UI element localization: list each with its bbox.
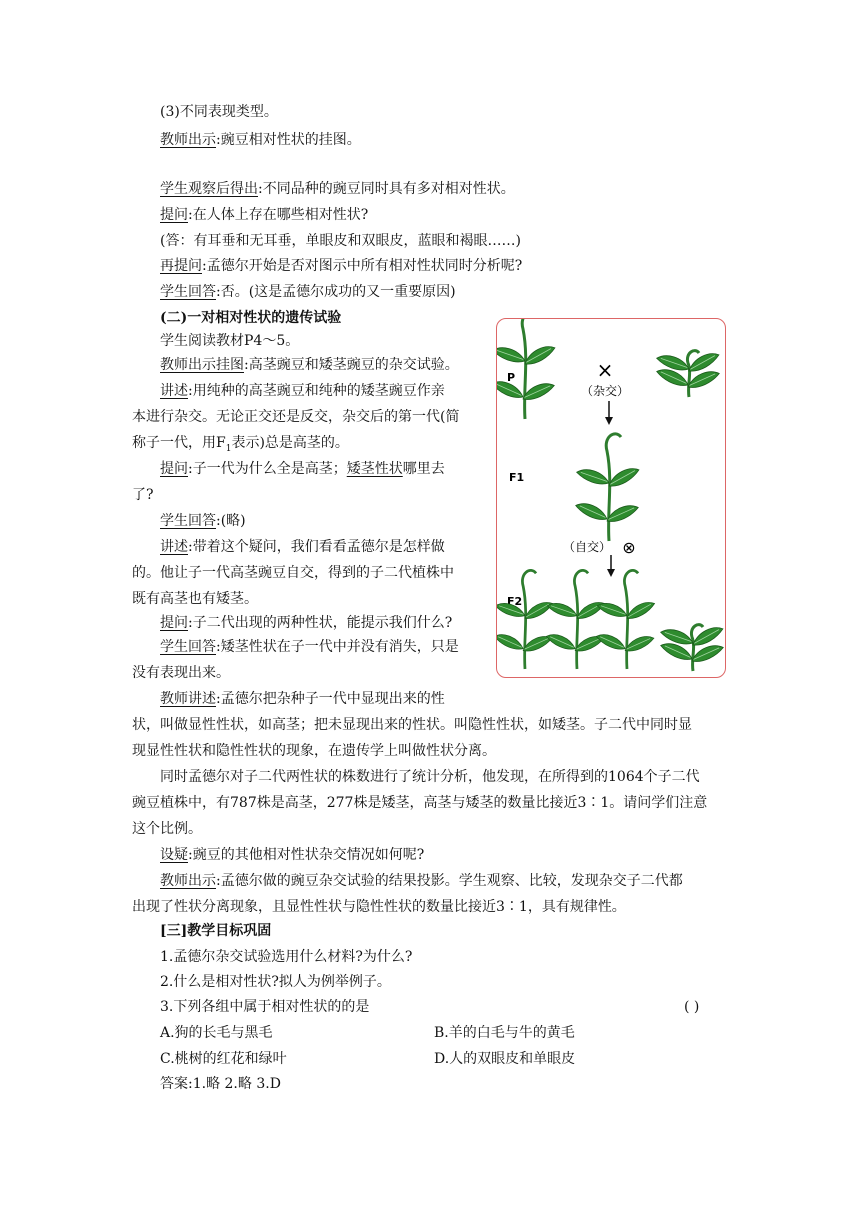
- speaker-label: 提问: [160, 207, 188, 223]
- option-d: D.人的双眼皮和单眼皮: [434, 1051, 576, 1067]
- line-text: 哪里去: [402, 461, 445, 477]
- speaker-label: 学生观察后得出: [160, 181, 258, 197]
- speaker-label: 教师出示: [160, 873, 216, 889]
- text-line: 本进行杂交。无论正交还是反交，杂交后的第一代(简: [132, 409, 460, 425]
- option-b: B.羊的白毛与牛的黄毛: [434, 1025, 575, 1041]
- text-line: [160, 689, 445, 709]
- label-f2: F2: [507, 595, 523, 608]
- text-line: [160, 256, 522, 276]
- option-a: A.狗的长毛与黑毛: [160, 1025, 273, 1041]
- text-line: (答：有耳垂和无耳垂，单眼皮和双眼皮，蓝眼和褐眼……): [160, 233, 521, 249]
- line-text: :矮茎性状在子一代中并没有消失，只是: [216, 639, 459, 655]
- text-line: 现显性性状和隐性性状的现象，在遗传学上叫做性状分离。: [132, 743, 496, 759]
- text-line: 没有表现出来。: [132, 665, 230, 681]
- text-line: [160, 179, 515, 199]
- line-text: 称子一代，用F: [132, 435, 226, 451]
- line-text: 表示)总是高茎的。: [231, 435, 349, 451]
- line-text: :豌豆相对性状的挂图。: [216, 132, 361, 148]
- text-line: 豌豆植株中，有787株是高茎，277株是矮茎，高茎与矮茎的数量比接近3∶1。请问学们注意: [132, 795, 708, 811]
- cross-symbol: ×: [596, 358, 614, 382]
- answer-line: 答案:1.略 2.略 3.D: [160, 1076, 281, 1092]
- parent-short-plant: [655, 350, 722, 397]
- speaker-label: 提问: [160, 615, 188, 631]
- text-line: 既有高茎也有矮茎。: [132, 591, 258, 607]
- section-heading: (二)一对相对性状的遗传试验: [160, 310, 342, 326]
- text-line: 学生阅读教材P4～5。: [160, 333, 300, 349]
- line-text: :带着这个疑问，我们看看孟德尔是怎样做: [188, 539, 445, 555]
- text-line: (3)不同表现类型。: [160, 104, 278, 120]
- line-text: :否。(这是孟德尔成功的又一重要原因): [216, 284, 456, 300]
- speaker-label: 设疑: [160, 847, 188, 863]
- speaker-label: 讲述: [160, 539, 188, 555]
- line-text: :用纯种的高茎豌豆和纯种的矮茎豌豆作亲: [188, 383, 445, 399]
- label-f1: F1: [509, 471, 525, 484]
- line-text: :孟德尔开始是否对图示中所有相对性状同时分析呢?: [202, 258, 523, 274]
- text-line: 这个比例。: [132, 821, 202, 837]
- text-line: [132, 433, 349, 459]
- line-text: :在人体上存在哪些相对性状?: [188, 207, 369, 223]
- self-label: （自交）: [562, 540, 612, 554]
- text-line: [160, 355, 459, 375]
- text-line: [160, 282, 456, 302]
- speaker-label: 学生回答: [160, 284, 216, 300]
- line-text: :孟德尔做的豌豆杂交试验的结果投影。学生观察、比较，发现杂交子二代都: [216, 873, 683, 889]
- answer-blank: ( ): [684, 999, 700, 1015]
- pea-cross-diagram: [497, 319, 725, 677]
- text-line: 了?: [132, 487, 154, 503]
- parent-tall-plant: [497, 319, 557, 419]
- line-text: :高茎豌豆和矮茎豌豆的杂交试验。: [244, 357, 459, 373]
- text-line: [160, 613, 452, 633]
- f2-tall-plant: [595, 570, 657, 669]
- text-line: [160, 511, 246, 531]
- speaker-label: 学生回答: [160, 513, 216, 529]
- pea-cross-figure: [496, 318, 726, 678]
- text-line: [160, 537, 445, 557]
- speaker-label: 讲述: [160, 383, 188, 399]
- line-text: :豌豆的其他相对性状杂交情况如何呢?: [188, 847, 425, 863]
- speaker-label: 学生回答: [160, 639, 216, 655]
- section-heading: [三]教学目标巩固: [160, 923, 272, 939]
- arrow-head: [607, 569, 615, 577]
- option-c: C.桃树的红花和绿叶: [160, 1051, 287, 1067]
- underlined-term: 矮茎性状: [346, 461, 403, 477]
- text-line: [160, 845, 424, 865]
- arrow-head: [605, 417, 613, 425]
- text-line: 同时孟德尔对子二代两性状的株数进行了统计分析，他发现，在所得到的1064个子二代: [160, 769, 700, 785]
- text-line: [160, 459, 445, 479]
- cross-label: （杂交）: [580, 384, 630, 398]
- text-line: [160, 130, 361, 150]
- f2-short-plant: [659, 624, 725, 671]
- subscript: 1: [225, 443, 232, 454]
- f1-tall-plant: [574, 434, 642, 541]
- speaker-label: 提问: [160, 461, 188, 477]
- line-text: :(略): [216, 513, 246, 529]
- line-text: :不同品种的豌豆同时具有多对相对性状。: [258, 181, 515, 197]
- line-text: :子一代为什么全是高茎；: [188, 461, 347, 477]
- text-line: [160, 871, 683, 891]
- speaker-label: 教师出示挂图: [160, 357, 244, 373]
- line-text: :孟德尔把杂种子一代中显现出来的性: [216, 691, 445, 707]
- self-symbol: ⊗: [622, 538, 636, 557]
- f2-tall-plant: [497, 570, 555, 669]
- f2-tall-plant: [545, 570, 607, 669]
- question-line: 1.孟德尔杂交试验选用什么材料?为什么?: [160, 949, 413, 965]
- text-line: 状，叫做显性性状，如高茎；把未显现出来的性状。叫隐性性状，如矮茎。子二代中同时显: [132, 717, 692, 733]
- text-line: [160, 381, 445, 401]
- text-line: [160, 637, 459, 657]
- line-text: :子二代出现的两种性状，能提示我们什么?: [188, 615, 453, 631]
- text-line: [160, 205, 368, 225]
- question-line: 2.什么是相对性状?拟人为例举例子。: [160, 974, 391, 990]
- speaker-label: 教师出示: [160, 132, 216, 148]
- text-line: 的。他让子一代高茎豌豆自交，得到的子二代植株中: [132, 565, 454, 581]
- speaker-label: 教师讲述: [160, 691, 216, 707]
- label-p: P: [507, 371, 516, 384]
- question-line: 3.下列各组中属于相对性状的的是: [160, 999, 370, 1015]
- text-line: 出现了性状分离现象，且显性性状与隐性性状的数量比接近3∶1，具有规律性。: [132, 899, 626, 915]
- speaker-label: 再提问: [160, 258, 202, 274]
